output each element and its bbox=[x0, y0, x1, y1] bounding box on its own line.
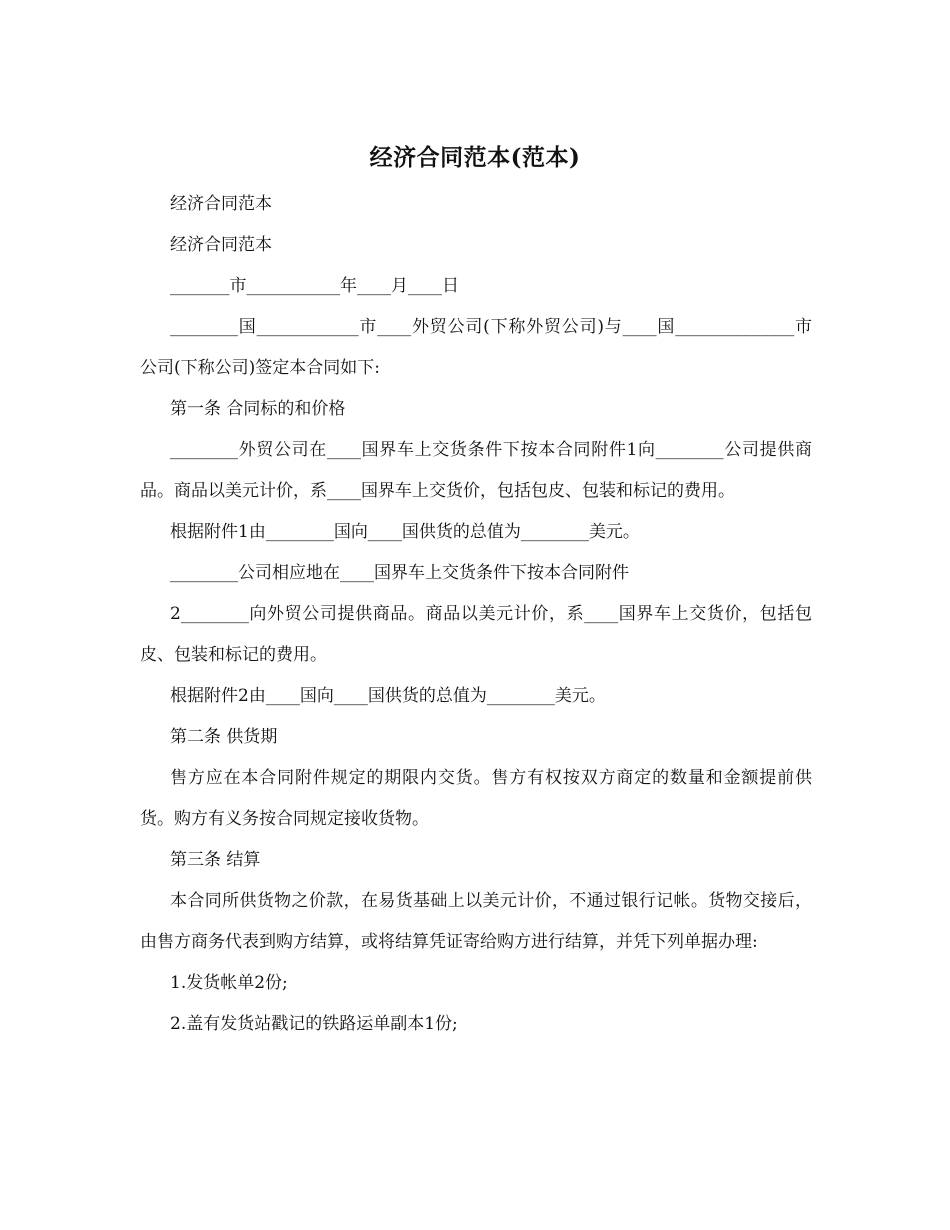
paragraph-subtitle-1: 经济合同范本 bbox=[170, 194, 272, 214]
article-3-item-1: 1.发货帐单2份; bbox=[170, 973, 288, 993]
paragraph-date-line: _______市___________年____月____日 bbox=[170, 276, 459, 296]
article-3-heading: 第三条 结算 bbox=[170, 850, 261, 870]
paragraph-subtitle-2: 经济合同范本 bbox=[170, 235, 272, 255]
article-1-clause-1: ________外贸公司在____国界车上交货条件下按本合同附件1向________公司提供商品。商品以美元计价，系____国界车上交货价，包括包皮、包装和标记的费用。 bbox=[140, 440, 812, 501]
document-body bbox=[140, 184, 812, 1045]
article-1-clause-2a: ________公司相应地在____国界车上交货条件下按本合同附件 bbox=[170, 563, 629, 583]
document-title: 经济合同范本(范本) bbox=[369, 144, 581, 171]
article-2-body: 售方应在本合同附件规定的期限内交货。售方有权按双方商定的数量和金额提前供货。购方有义务按合同规定接收货物。 bbox=[140, 768, 812, 829]
article-3-item-2: 2.盖有发货站戳记的铁路运单副本1份; bbox=[170, 1014, 458, 1034]
paragraph-parties: ________国____________市____外贸公司(下称外贸公司)与____国______________市公司(下称公司)签定本合同如下: bbox=[140, 317, 812, 378]
article-2-heading: 第二条 供货期 bbox=[170, 727, 278, 747]
article-1-total-2: 根据附件2由____国向____国供货的总值为________美元。 bbox=[170, 686, 606, 706]
article-1-heading: 第一条 合同标的和价格 bbox=[170, 399, 346, 419]
article-3-body: 本合同所供货物之价款，在易货基础上以美元计价，不通过银行记帐。货物交接后，由售方商务代表到购方结算，或将结算凭证寄给购方进行结算，并凭下列单据办理: bbox=[140, 891, 812, 952]
article-1-clause-2b: 2________向外贸公司提供商品。商品以美元计价，系____国界车上交货价，包括包皮、包装和标记的费用。 bbox=[140, 604, 812, 665]
article-1-total-1: 根据附件1由________国向____国供货的总值为________美元。 bbox=[170, 522, 640, 542]
